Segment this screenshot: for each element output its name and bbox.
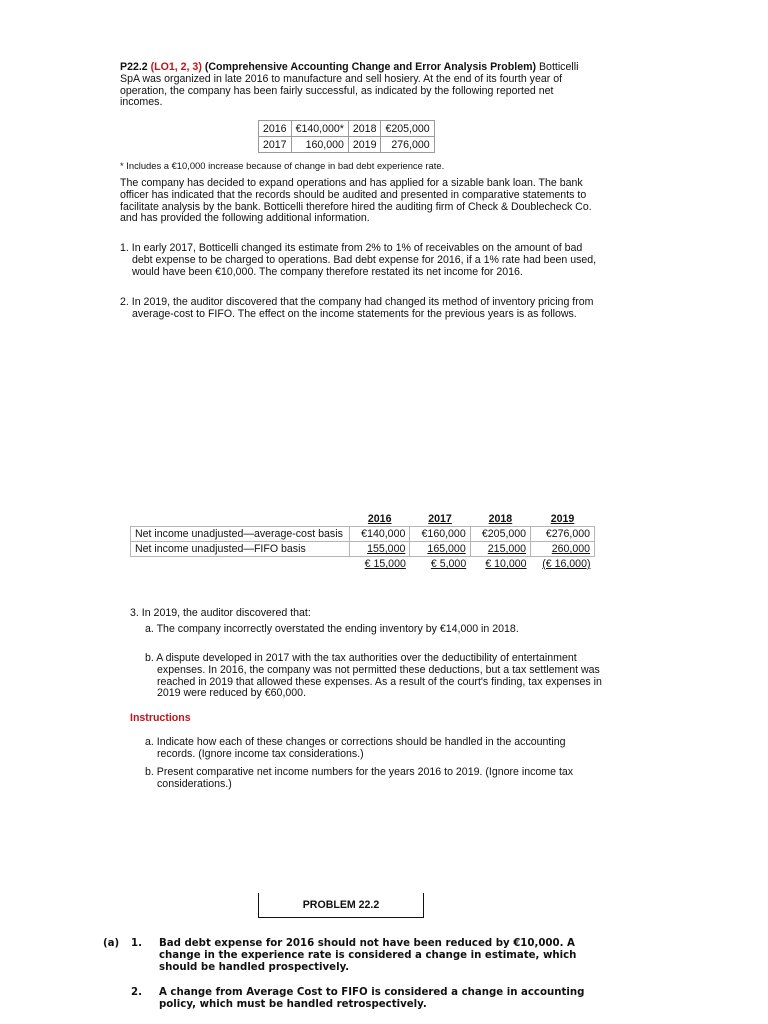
problem-intro-text: Botticelli SpA was organized in late 2016 to manufacture and sell hosiery. At the end of its fourth year of operation, the company has been fairly successful, as indicated by the following reported net incomes. xyxy=(120,61,579,109)
table-row xyxy=(259,121,435,137)
cell-value: 165,000 xyxy=(427,543,466,555)
difference-value: € 15,000 xyxy=(364,558,406,570)
answer-1: Bad debt expense for 2016 should not have been reduced by €10,000. A change in the experience rate is considered a change in estimate, which should be handled prospectively. xyxy=(159,938,577,973)
answer-1-number: 1. xyxy=(131,938,142,949)
table-cell xyxy=(470,542,530,557)
table-cell: €160,000 xyxy=(410,527,470,542)
problem-title: (Comprehensive Accounting Change and Error Analysis Problem) xyxy=(204,61,537,73)
table-cell xyxy=(531,557,595,572)
item-3b: b. A dispute developed in 2017 with the tax authorities over the deductibility of entertainment expenses. In 2016, the company was not permitted these deductions, but a tax settlement was reached in 2019 that allowed these expenses. As a result of the court's finding, tax expenses in 2019 were reduced by €60,000. xyxy=(145,652,602,700)
answer-part: (a) xyxy=(103,938,120,949)
cell-value: 155,000 xyxy=(367,543,406,555)
table-row xyxy=(131,527,595,542)
solution-title-box xyxy=(258,893,424,918)
table-header-row xyxy=(131,512,595,527)
fifo-comparison-table xyxy=(130,512,595,571)
difference-value: (€ 16,000) xyxy=(542,558,591,570)
column-header: 2018 xyxy=(470,512,530,527)
table-cell: 2019 xyxy=(348,137,381,153)
item-3: 3. In 2019, the auditor discovered that: xyxy=(130,607,311,619)
row-label: Net income unadjusted—FIFO basis xyxy=(131,542,350,557)
table-cell xyxy=(410,557,470,572)
problem-code: P22.2 xyxy=(120,61,148,73)
table-cell xyxy=(470,557,530,572)
table-cell xyxy=(350,557,410,572)
item-3a: a. The company incorrectly overstated the ending inventory by €14,000 in 2018. xyxy=(145,623,519,635)
table-cell: €276,000 xyxy=(531,527,595,542)
row-label: Net income unadjusted—average-cost basis xyxy=(131,527,350,542)
problem-intro xyxy=(120,62,582,109)
answer-2: A change from Average Cost to FIFO is considered a change in accounting policy, which must be handled retrospectively. xyxy=(159,987,585,1010)
table-cell: €205,000 xyxy=(381,121,434,137)
table-header-blank xyxy=(131,512,350,527)
paragraph-bank-loan: The company has decided to expand operations and has applied for a sizable bank loan. The bank officer has indicated that the records should be audited and presented in comparative statements to facilitate analysis by the bank. Botticelli therefore hired the auditing firm of Check & Doublecheck Co. and has provided the following additional information. xyxy=(120,177,592,225)
table-cell: €205,000 xyxy=(470,527,530,542)
table-cell: 2016 xyxy=(259,121,292,137)
table-cell-blank xyxy=(131,557,350,572)
table-row xyxy=(131,542,595,557)
item-2: 2. In 2019, the auditor discovered that the company had changed its method of inventory pricing from average-cost to FIFO. The effect on the income statements for the previous years is as follows. xyxy=(120,296,594,320)
table-cell: 276,000 xyxy=(381,137,434,153)
item-1: 1. In early 2017, Botticelli changed its estimate from 2% to 1% of receivables on the amount of bad debt expense to be charged to operations. Bad debt expense for 2016, if a 1% rate had been used, would have been €10,000. The company therefore restated its net income for 2016. xyxy=(120,242,597,278)
table-cell: 2018 xyxy=(348,121,381,137)
table-row xyxy=(259,137,435,153)
learning-objectives: (LO1, 2, 3) xyxy=(150,61,202,73)
table-cell xyxy=(350,542,410,557)
column-header: 2016 xyxy=(350,512,410,527)
table-footnote: * Includes a €10,000 increase because of change in bad debt experience rate. xyxy=(120,160,445,171)
column-header: 2019 xyxy=(531,512,595,527)
reported-income-table xyxy=(258,120,435,153)
table-cell: €140,000 xyxy=(350,527,410,542)
table-cell: 160,000 xyxy=(291,137,348,153)
solution-title: PROBLEM 22.2 xyxy=(302,899,380,911)
table-cell: 2017 xyxy=(259,137,292,153)
instruction-a: a. Indicate how each of these changes or corrections should be handled in the accounting records. (Ignore income tax considerations.) xyxy=(145,736,566,760)
difference-row xyxy=(131,557,595,572)
cell-value: 215,000 xyxy=(487,543,527,555)
table-cell xyxy=(531,542,595,557)
table-cell: €140,000* xyxy=(291,121,348,137)
instruction-b: b. Present comparative net income numbers for the years 2016 to 2019. (Ignore income tax considerations.) xyxy=(145,766,574,790)
cell-value: 260,000 xyxy=(551,543,590,555)
table-cell xyxy=(410,542,470,557)
instructions-heading: Instructions xyxy=(130,712,191,724)
difference-value: € 10,000 xyxy=(485,558,527,570)
difference-value: € 5,000 xyxy=(430,558,467,570)
column-header: 2017 xyxy=(410,512,470,527)
answer-2-number: 2. xyxy=(131,987,142,998)
